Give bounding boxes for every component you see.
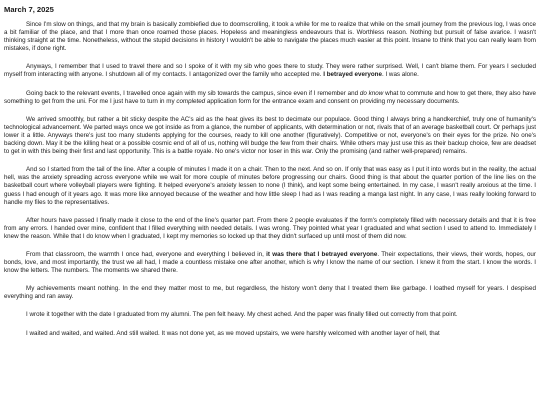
text-run: And so I started from the tail of the line. After a couple of minutes I made it on a chair. Then to the next. And so on. If only that was easy as I put it into words but in the reality, the actual hell, was the anxiety spreading across everyone while we wait for more couple of minutes before progressing our chairs. Good thing is that about the quarter portion of the line lies on the basketball court where volleyball players were fighting. It helped everyone's anxiety lessen to none (I think), and kept some being entertained. In my case, I wasn't really anxious at the time. I guess I had enough of it years ago. It was more like annoyed because of the weather and how little sleep I had as I was reading a manga last night. In any case, I was really looking forward to handle my files to the representatives. [4, 166, 536, 206]
text-run: I wrote it together with the date I graduated from my alumni. The pen felt heavy. My chest ached. And the paper was finally filled out correctly from that point. [26, 311, 458, 319]
text-run: We arrived smoothly, but rather a bit sticky despite the AC's aid as the heat gives its best to decimate our populace. Good thing I always bring a handkerchief, truly one of humanity's technological advancement. We parted ways once we got inside as from a glance, the number of applicants, with determination or not, rivals that of an average basketball court. Or perhaps just lower it a little. Anyways there's just too many students applying for the courses, ready to kill one another (figuratively). Competitive or not, everyone's on their eyes for the prize. No one's backing down. May it be the killing heat or a possible cosmic end of all of us, nothing will budge the few from their chairs. While others may just use this as their backup choice, few are deadset to get in with this being their first and last opportunity. This is a battle royale. No one's victor nor loser in this war. Only the promising (and rather well-prepared) remains. [4, 115, 536, 156]
text-run: . I was alone. [381, 71, 419, 79]
entry-body [4, 21, 536, 338]
paragraph [4, 63, 536, 79]
emphasis-italic: do know [359, 89, 384, 97]
entry-date: March 7, 2025 [4, 5, 54, 14]
text-run: Anyways, I remember that I used to travel there and so I spoke of it with my sib who goes there to study. They were rather surprised. Well, I can't blame them. For years I secluded myself from interacting with anyone. I shutdown all of my contacts. I antagonized over the family who accepted me. [4, 63, 536, 79]
text-run: what to commute and how to get there, they also have something to get from the uni. For me I just have to turn in my [4, 89, 537, 105]
text-run: Since I'm slow on things, and that my brain is basically zombiefied due to doomscrolling, it took a while for me to realize that while on the small journey from the previous log, I was once a bit familiar of the place, and that I more than once roamed those places. Hopeless and meaningless endeavours that is. Worthless reason. Nothing but pursuit of false avarice. I wasn't thinking straight at the time. Nonetheless, without the stupid decisions in history I wouldn't be able to navigate the places much easier at this point. Insane to think that you can really learn from mistakes, if done right. [4, 21, 536, 53]
emphasis-bold: I betrayed everyone [323, 71, 382, 79]
paragraph [4, 116, 536, 156]
paragraph [4, 217, 536, 241]
text-run: . Their expectations, their views, their words, hopes, our bonds, love, and most importantly, the trust we all had, I made a countless mistake one after another, which is why I know the name of our section. I knew it from the start. I know the words. I know the letters. The numbers. The moments we shared there. [4, 250, 536, 275]
text-run: From that classroom, the warmth I once had, everyone and everything I believed in, [26, 250, 267, 258]
text-run: Going back to the relevant events, I travelled once again with my sib towards the campus, since even if I remember and [26, 89, 360, 97]
paragraph [4, 251, 536, 275]
emphasis-bold: it was there that I betrayed everyone [266, 250, 378, 258]
text-run: application form for the entrance exam and consent on providing my necessary documents. [205, 97, 460, 105]
paragraph [4, 90, 536, 106]
paragraph [4, 166, 536, 206]
paragraph [4, 285, 536, 301]
paragraph [4, 21, 536, 53]
text-run: My achievements meant nothing. In the end they matter most to me, but regardless, the history won't deny that I treated them like garbage. I loathed myself for years. I despised everything and ran away. [4, 285, 536, 301]
paragraph [4, 330, 536, 338]
emphasis-italic: completed [176, 97, 206, 105]
text-run: I waited and waited, and waited. And still waited. It was not done yet, as we moved upstairs, we were harshly welcomed with another layer of hell, that [26, 329, 440, 337]
paragraph [4, 311, 536, 319]
text-run: After hours have passed I finally made it close to the end of the line's quarter part. From there 2 people evaluates if the form's completely filled with necessary details and that it is free from any errors. I handed over mine, confident that I filled everything with needed details. I was wrong. They pointed what year I graduated and what section I used to attend to. Immediately I knew the reason. While that I do know when I graduated, I kept my memories so locked up that they didn't surfaced up until most of them did now. [4, 216, 536, 240]
